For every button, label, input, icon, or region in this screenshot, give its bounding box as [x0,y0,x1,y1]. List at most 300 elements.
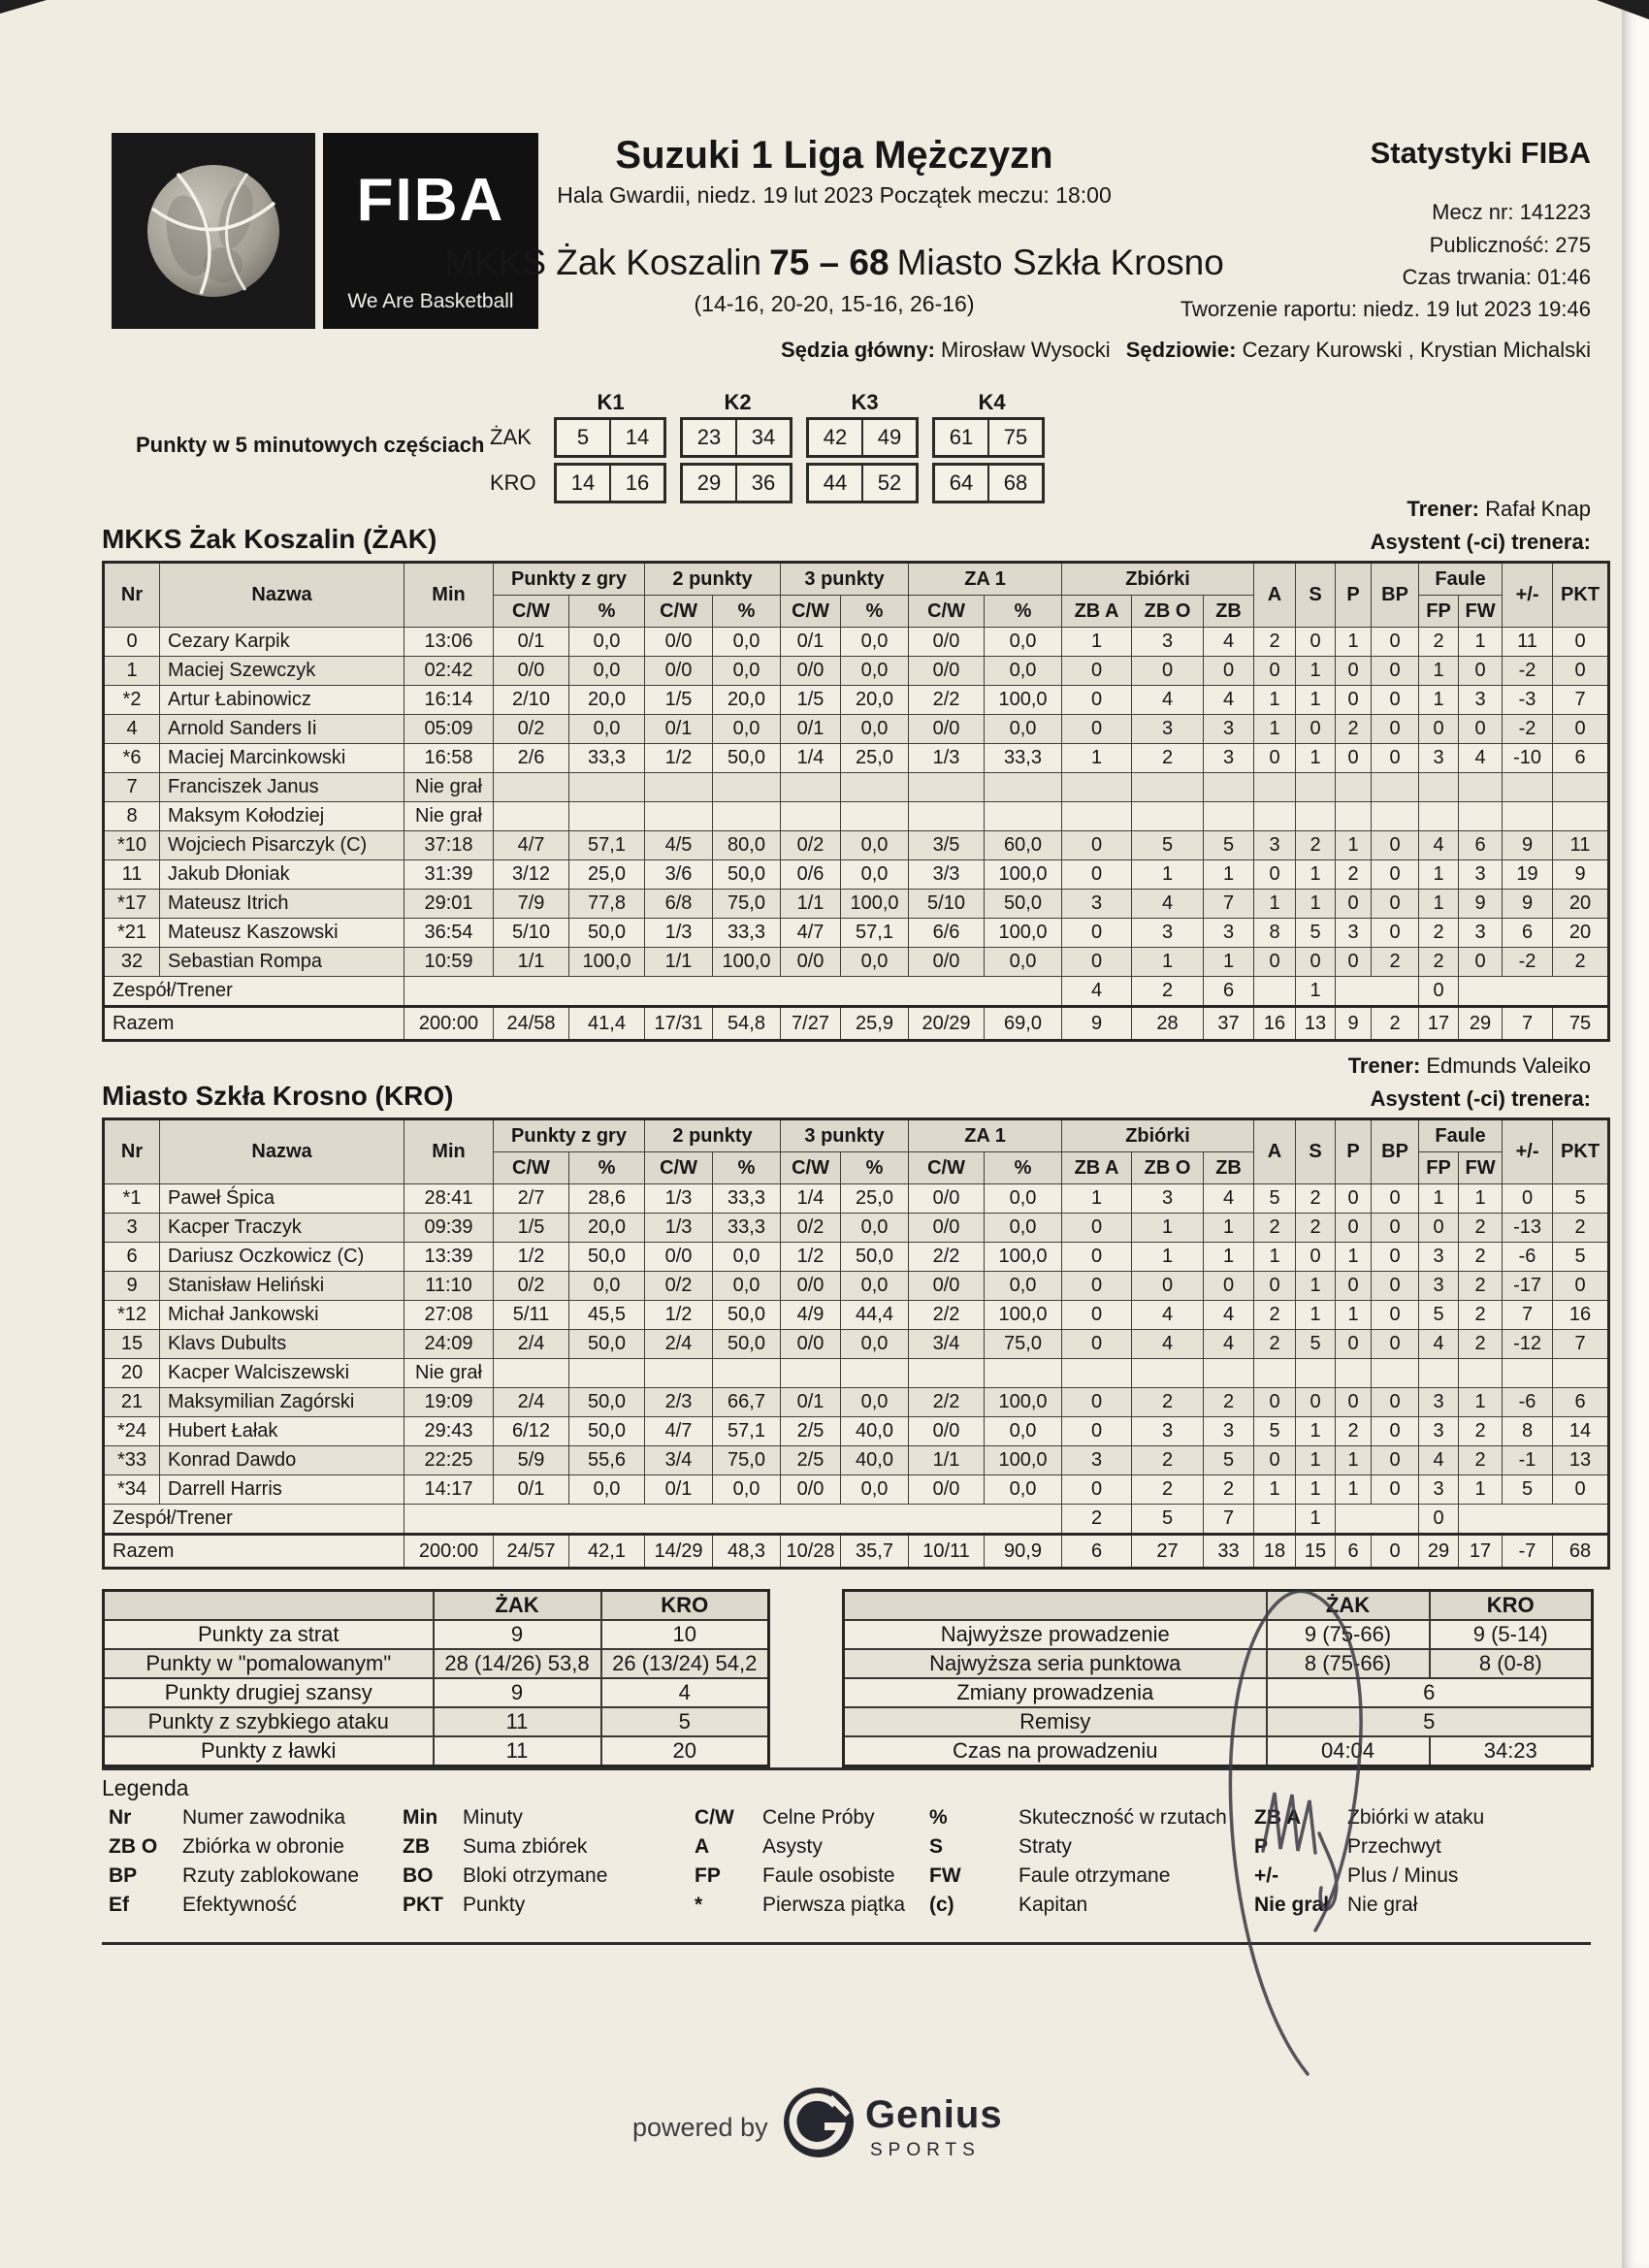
stat-value [985,802,1062,831]
player-row [104,1243,1609,1272]
summary-col-header: ŻAK [1267,1591,1430,1621]
summary-header-row [844,1591,1593,1621]
quarter-score-row [490,417,1058,458]
stat-cell [1459,1505,1609,1535]
legend-abbr: ZB A [1254,1806,1302,1829]
player-row [104,744,1609,773]
stat-value [1336,773,1372,802]
stat-value: 19 [1503,860,1553,890]
stat-value: 1 [1296,686,1336,715]
stat-value: -1 [1503,1446,1553,1475]
stat-value: 0 [1204,1272,1254,1301]
stat-value: 5 [1132,831,1204,860]
stat-value: 9 [1553,860,1609,890]
legend-abbr: FP [695,1864,721,1887]
stat-value [645,802,713,831]
stat-value: 0,0 [569,1475,645,1505]
stat-value: 0,0 [841,831,909,860]
stat-value: 45,5 [569,1301,645,1330]
quarter-score-value: 16 [609,466,663,501]
stat-value: 100,0 [985,919,1062,948]
stat-value: 6/12 [494,1417,569,1446]
stat-value: 0,0 [841,1475,909,1505]
col-nr: Nr [104,563,160,628]
summary-label: Punkty drugiej szansy [104,1678,434,1707]
stat-value [494,773,569,802]
stat-value: 5/9 [494,1446,569,1475]
col-p: P [1336,1119,1372,1184]
basketball-icon [131,148,296,313]
coach-label: Trener: [1406,497,1480,521]
stat-value: 3/4 [909,1330,985,1359]
referee-label: Sędzia główny: [780,338,935,362]
summary-label: Remisy [844,1707,1267,1736]
stat-value: 3/3 [909,860,985,890]
stat-value: 0 [1419,1214,1459,1243]
total-value: 54,8 [713,1007,781,1041]
stat-value: 6 [1503,919,1553,948]
stat-value: 3 [1132,1184,1204,1214]
player-minutes: 14:17 [404,1475,494,1505]
stat-value: 1 [1336,831,1372,860]
legend-column [109,1806,359,1923]
stat-value [494,802,569,831]
col-a: A [1254,1119,1296,1184]
stat-value: 50,0 [569,1417,645,1446]
final-score: 75 – 68 [769,243,889,282]
stat-value [1254,773,1296,802]
stat-value: 0,0 [841,1272,909,1301]
stat-value: 1 [1254,715,1296,744]
stat-value: 1 [1296,860,1336,890]
player-name: Paweł Śpica [160,1184,404,1214]
col-a: A [1254,563,1296,628]
quarter-score-value: 52 [861,466,916,501]
col-fp: FP [1419,596,1459,628]
team1-stats-table [102,561,1610,1042]
stat-value: 0/1 [781,715,841,744]
stat-value: 2 [1132,1388,1204,1417]
stat-value: 1 [1296,1446,1336,1475]
summary-value: 28 (14/26) 53,8 [434,1649,601,1678]
stat-value: 0/0 [909,1475,985,1505]
player-name: Maksym Kołodziej [160,802,404,831]
player-minutes: Nie grał [404,1359,494,1388]
stat-value: 0 [1296,628,1336,657]
stat-value [1132,773,1204,802]
summary-value: 5 [601,1707,769,1736]
player-row [104,657,1609,686]
total-value: 200:00 [404,1007,494,1041]
stat-value: 7 [1503,1301,1553,1330]
stat-value: 0 [1336,1388,1372,1417]
col-cw: C/W [494,596,569,628]
stat-value: 0 [1062,1388,1132,1417]
stat-value [1419,1359,1459,1388]
total-value: 24/58 [494,1007,569,1041]
stat-value: 6/6 [909,919,985,948]
stat-value: 3 [1132,1417,1204,1446]
stat-value: 77,8 [569,890,645,919]
stat-value: 4/7 [494,831,569,860]
stat-value: 0 [1336,686,1372,715]
stat-value: 0 [1372,860,1419,890]
stat-value: 0 [1336,890,1372,919]
stat-value: 80,0 [713,831,781,860]
summary-row [844,1678,1593,1707]
legend-entry [109,1894,359,1923]
stat-value: 0,0 [713,1272,781,1301]
player-number: 20 [104,1359,160,1388]
stat-value: 1 [1336,1446,1372,1475]
stat-value: 0 [1372,1330,1419,1359]
summary-row [844,1649,1593,1678]
team-points-summary-table [102,1589,770,1767]
stat-value: 0 [1372,1301,1419,1330]
coach-name: Rafał Knap [1485,497,1591,521]
stat-value [1336,1359,1372,1388]
home-team-name: MKKS Żak Koszalin [444,243,762,282]
stat-value: 0/2 [645,1272,713,1301]
stat-value: 3 [1419,1272,1459,1301]
stat-value: 2 [1254,1214,1296,1243]
stat-cell [844,1591,1267,1621]
col-zb: ZB [1204,1152,1254,1184]
stat-value: 0,0 [569,1272,645,1301]
stat-value: 1/5 [781,686,841,715]
stat-value: 0 [1372,1214,1419,1243]
col-cw: C/W [494,1152,569,1184]
stat-value: 44,4 [841,1301,909,1330]
summary-value: 10 [601,1620,769,1649]
col-plusminus: +/- [1503,563,1553,628]
stat-value: 0/0 [909,1272,985,1301]
stat-value: 6 [1204,977,1254,1007]
period-label: K2 [724,390,752,414]
stat-value: 1 [1336,1475,1372,1505]
player-name: Maciej Marcinkowski [160,744,404,773]
stat-value: 1 [1419,890,1459,919]
summary-value: 8 (75-66) [1267,1649,1430,1678]
stat-value: 3 [1419,1243,1459,1272]
total-value: 14/29 [645,1535,713,1569]
stat-cell [1459,977,1609,1007]
legend-desc: Zbiórka w obronie [182,1835,344,1858]
col-cw: C/W [781,596,841,628]
player-minutes: 02:42 [404,657,494,686]
stat-value [985,1359,1062,1388]
stat-value: 0 [1372,1272,1419,1301]
stat-value: 0 [1062,1417,1132,1446]
player-row [104,1417,1609,1446]
stat-value: 50,0 [713,1330,781,1359]
stat-value: 25,0 [841,1184,909,1214]
total-value: 15 [1296,1535,1336,1569]
quarter-score-value: 23 [696,425,722,449]
period-label: K4 [978,390,1006,414]
legend-entry [403,1835,607,1864]
player-minutes: Nie grał [404,802,494,831]
stat-value: 1 [1296,1505,1336,1535]
stat-value: 2/7 [494,1184,569,1214]
stat-value: -6 [1503,1243,1553,1272]
total-value: 29 [1459,1007,1503,1041]
stat-value [713,802,781,831]
stat-value: 1 [1254,890,1296,919]
stat-value: 0/0 [645,1243,713,1272]
summary-value: 5 [1267,1707,1593,1736]
summary-label: Punkty w "pomalowanym" [104,1649,434,1678]
stat-value: 20 [1553,890,1609,919]
stat-value: 2 [1419,919,1459,948]
legend-desc: Efektywność [182,1894,297,1916]
stat-value: 5/11 [494,1301,569,1330]
stat-value: 13 [1553,1446,1609,1475]
stat-value: 5/10 [494,919,569,948]
stat-value: 57,1 [713,1417,781,1446]
summary-label: Czas na prowadzeniu [844,1736,1267,1766]
stat-value: 5 [1254,1184,1296,1214]
stat-value: 4 [1132,890,1204,919]
stat-value [1062,773,1132,802]
stat-value: 0 [1296,1243,1336,1272]
summary-value: 26 (13/24) 54,2 [601,1649,769,1678]
quarter-score-value: 5 [576,425,590,449]
stat-value: 100,0 [985,1446,1062,1475]
stat-value: 1/1 [645,948,713,977]
total-value: 200:00 [404,1535,494,1569]
player-number: 32 [104,948,160,977]
stat-value: 20,0 [713,686,781,715]
stat-value: 0 [1204,657,1254,686]
stat-value [1132,802,1204,831]
period-label: K3 [851,390,879,414]
stat-value: -12 [1503,1330,1553,1359]
stat-value [1204,773,1254,802]
stat-value [1419,773,1459,802]
player-name: Darrell Harris [160,1475,404,1505]
col-pkt: PKT [1553,563,1609,628]
stat-value: 0/1 [494,628,569,657]
total-value: 90,9 [985,1535,1062,1569]
player-name: Dariusz Oczkowicz (C) [160,1243,404,1272]
legend-desc: Przechwyt [1347,1835,1441,1858]
total-value: 75 [1553,1007,1609,1041]
stat-value [1062,802,1132,831]
stat-value: 1 [1254,1243,1296,1272]
stat-value: 0 [1372,1475,1419,1505]
summary-label: Zmiany prowadzenia [844,1678,1267,1707]
stat-value [985,773,1062,802]
quarter-score-pair [680,417,792,458]
stat-value: 9 [1503,890,1553,919]
summary-value: 9 (5-14) [1430,1620,1593,1649]
stat-value: 2 [1553,1214,1609,1243]
stat-value: 0 [1062,919,1132,948]
stat-value: 0 [1062,831,1132,860]
col-bp: BP [1372,1119,1419,1184]
stat-value: 0/0 [781,1330,841,1359]
stat-value: 0 [1503,1184,1553,1214]
stat-cell [104,1591,434,1621]
player-row [104,686,1609,715]
stat-value: 3 [1204,744,1254,773]
total-value: 27 [1132,1535,1204,1569]
summary-label: Punkty z szybkiego ataku [104,1707,434,1736]
stat-value: 1 [1062,744,1132,773]
stat-value: 0 [1553,657,1609,686]
player-minutes: 13:06 [404,628,494,657]
coach-label: Trener: [1347,1053,1421,1078]
referees-label: Sędziowie: [1125,338,1237,362]
total-value: 35,7 [841,1535,909,1569]
legend-abbr: +/- [1254,1864,1279,1887]
stat-value: 7/9 [494,890,569,919]
stat-value: 5 [1204,831,1254,860]
stat-value: 0 [1132,1272,1204,1301]
stat-value: 0/0 [781,948,841,977]
col-fw: FW [1459,1152,1503,1184]
scan-corner-artifact [0,0,47,14]
summary-value: 9 [434,1620,601,1649]
stat-value: 0 [1132,657,1204,686]
stat-value: 3 [1336,919,1372,948]
stat-value: 2 [1459,1214,1503,1243]
player-row [104,890,1609,919]
stat-value [1503,773,1553,802]
stat-value: 0,0 [713,1475,781,1505]
stat-value: -2 [1503,948,1553,977]
stat-value: 0,0 [985,1184,1062,1214]
stat-value: 6 [1553,1388,1609,1417]
stat-cell [404,1505,1062,1535]
stat-value: 57,1 [841,919,909,948]
stat-value [1459,1359,1503,1388]
legend-entry [109,1835,359,1864]
stat-value: 2 [1204,1475,1254,1505]
summary-label: Punkty z ławki [104,1736,434,1766]
stat-value: 0 [1372,919,1419,948]
stat-value: 1 [1062,1184,1132,1214]
stat-value: 2 [1372,948,1419,977]
legend-desc: Zbiórki w ataku [1347,1806,1485,1829]
legend-abbr: A [695,1835,710,1858]
stat-value: 1/3 [909,744,985,773]
stat-value: 2 [1204,1388,1254,1417]
stat-value: 0 [1254,1446,1296,1475]
summary-row [104,1678,769,1707]
player-minutes: 31:39 [404,860,494,890]
stat-value: 2 [1336,860,1372,890]
stat-value: -2 [1503,657,1553,686]
player-number: 3 [104,1214,160,1243]
total-value: 17/31 [645,1007,713,1041]
stat-value [1459,773,1503,802]
player-minutes: 19:09 [404,1388,494,1417]
stat-value: 0 [1372,1243,1419,1272]
player-minutes: Nie grał [404,773,494,802]
col-bp: BP [1372,563,1419,628]
summary-value: 6 [1267,1678,1593,1707]
stat-value: 16 [1553,1301,1609,1330]
player-name: Cezary Karpik [160,628,404,657]
stat-value: 0 [1336,1184,1372,1214]
stat-value: 4 [1204,1184,1254,1214]
stat-value: -10 [1503,744,1553,773]
player-name: Maksymilian Zagórski [160,1388,404,1417]
stat-value: 0,0 [569,657,645,686]
summary-row [104,1707,769,1736]
legend-entry [109,1864,359,1894]
stat-value: 1/3 [645,1214,713,1243]
stat-value [1503,802,1553,831]
total-value: 17 [1419,1007,1459,1041]
player-name: Hubert Łałak [160,1417,404,1446]
stat-value: 75,0 [713,890,781,919]
stat-value: 0/2 [494,715,569,744]
away-team-name: Miasto Szkła Krosno [896,243,1224,282]
report-title: Statystyki FIBA [1370,136,1591,170]
summary-value: 11 [434,1736,601,1766]
stat-value: 3 [1132,628,1204,657]
stat-value: 0/0 [781,1272,841,1301]
stat-value: 0/0 [909,1214,985,1243]
stat-value: 0 [1553,715,1609,744]
stat-value: 1/4 [781,1184,841,1214]
stat-value: 40,0 [841,1446,909,1475]
stat-value: 0,0 [713,1243,781,1272]
stat-value: 0 [1296,948,1336,977]
stat-value: 50,0 [841,1243,909,1272]
stat-value [841,773,909,802]
stat-value: 0 [1062,1243,1132,1272]
stat-value: 2/4 [494,1330,569,1359]
fiba-tagline: We Are Basketball [347,290,514,312]
stat-value: 2 [1132,977,1204,1007]
legend-entry [1254,1864,1484,1894]
player-number: 15 [104,1330,160,1359]
stat-value: 0 [1372,1388,1419,1417]
stat-value: 20,0 [569,1214,645,1243]
player-minutes: 16:14 [404,686,494,715]
player-number: 9 [104,1272,160,1301]
stat-value: 4 [1459,744,1503,773]
stat-value: 5 [1419,1301,1459,1330]
col-zb: ZB [1204,596,1254,628]
stat-value: 3 [1254,831,1296,860]
team-bench-row [104,977,1609,1007]
player-number: *2 [104,686,160,715]
period-label: K1 [597,390,625,414]
stat-value: 3 [1419,1388,1459,1417]
total-value: 16 [1254,1007,1296,1041]
col-pct: % [569,596,645,628]
stat-value: 5 [1503,1475,1553,1505]
stat-value: 1 [1204,860,1254,890]
legend-desc: Skuteczność w rzutach [1018,1806,1227,1829]
stat-value: 50,0 [569,1388,645,1417]
stat-value: 100,0 [569,948,645,977]
legend-abbr: Min [403,1806,438,1829]
stat-value: 2/10 [494,686,569,715]
stat-value: 0 [1296,715,1336,744]
legend-entry [403,1806,607,1835]
legend-abbr: Nr [109,1806,132,1829]
stat-value: 50,0 [985,890,1062,919]
stat-value [1553,802,1609,831]
total-value: 68 [1553,1535,1609,1569]
player-minutes: 10:59 [404,948,494,977]
